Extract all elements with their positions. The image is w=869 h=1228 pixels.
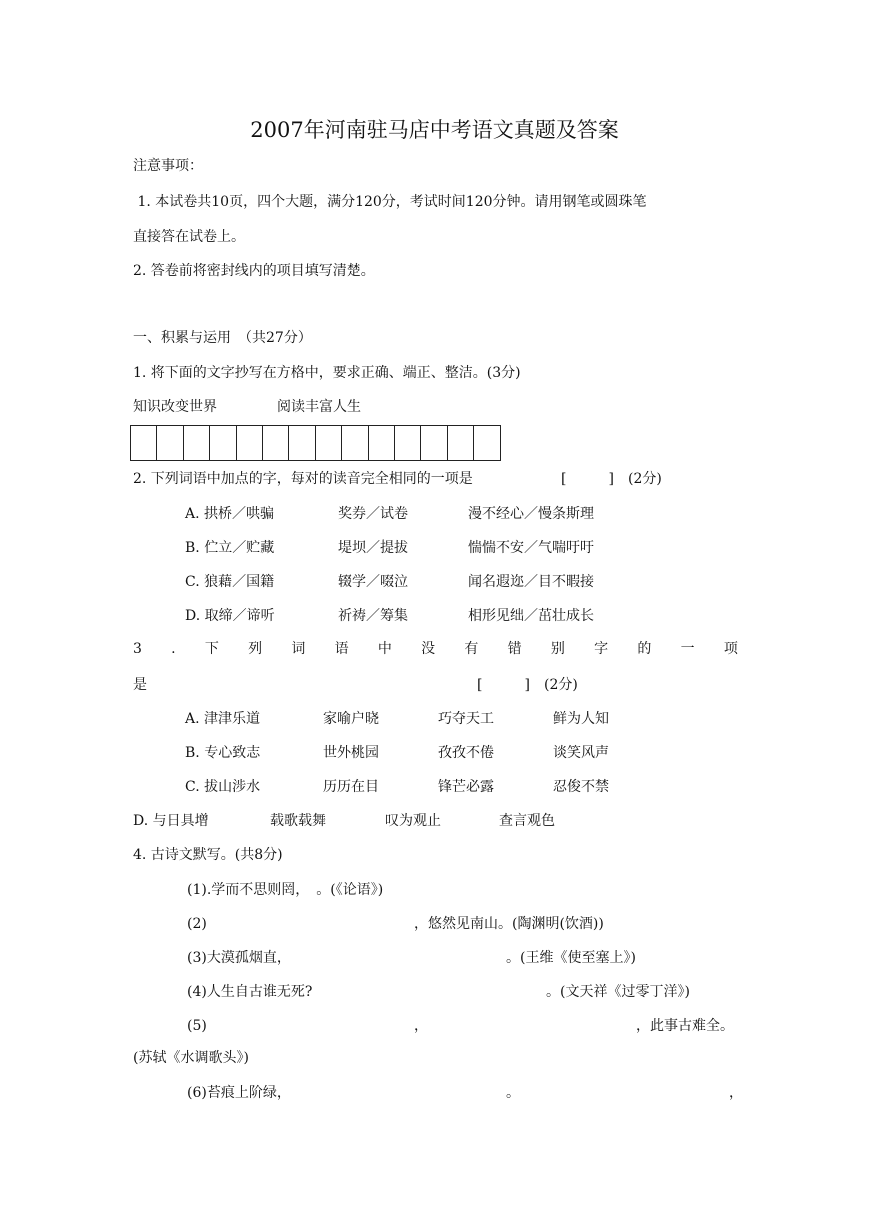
q2-option-b-2: 堤坝／提拔 <box>338 540 408 556</box>
q3-option-a-3: 巧夺天工 <box>438 711 494 727</box>
section-1-heading: 一、积累与运用 （共27分） <box>133 330 312 346</box>
q3-option-c-2: 历历在目 <box>323 779 379 795</box>
q4-item-6-comma: ， <box>729 1085 743 1101</box>
q3-option-d-2: 载歌载舞 <box>270 813 326 829</box>
grid-cell[interactable] <box>316 426 342 460</box>
question-3-answer-bracket[interactable]: [ ] <box>477 677 530 693</box>
q4-item-3-text: (3)大漠孤烟直， <box>187 950 291 966</box>
question-2-score: (2分) <box>628 471 662 487</box>
q2-option-a-2: 奖券／试卷 <box>338 506 408 522</box>
q2-option-c-3: 闻名遐迩／目不暇接 <box>468 574 594 590</box>
document-title: 2007年河南驻马店中考语文真题及答案 <box>250 118 619 142</box>
q4-item-5-number: (5) <box>187 1018 207 1034</box>
writing-grid[interactable] <box>130 425 501 461</box>
grid-cell[interactable] <box>237 426 263 460</box>
grid-cell[interactable] <box>210 426 236 460</box>
q2-option-a-3: 漫不经心／慢条斯理 <box>468 506 594 522</box>
question-2-answer-bracket[interactable]: [ ] <box>561 471 614 487</box>
notes-heading: 注意事项： <box>133 158 203 174</box>
q3-char: 字 <box>594 641 609 657</box>
q4-item-5-comma: ， <box>414 1018 428 1034</box>
q4-item-2-number: (2) <box>187 916 207 932</box>
grid-cell[interactable] <box>395 426 421 460</box>
grid-cell[interactable] <box>342 426 368 460</box>
note-1-line-1: 1. 本试卷共10页，四个大题，满分120分，考试时间120分钟。请用钢笔或圆珠笔 <box>133 194 647 210</box>
q3-char: 没 <box>421 641 436 657</box>
q3-option-d-3: 叹为观止 <box>385 813 441 829</box>
question-4: 4. 古诗文默写。(共8分) <box>133 847 283 863</box>
q4-item-4-source: 。(文天祥《过零丁洋》) <box>546 984 690 1000</box>
question-3-line-2: 是 <box>133 677 147 693</box>
q3-char: 3 <box>133 641 142 657</box>
grid-cell[interactable] <box>289 426 315 460</box>
grid-cell[interactable] <box>474 426 500 460</box>
q4-item-5-source: (苏轼《水调歌头》) <box>133 1050 249 1066</box>
q3-char: 项 <box>723 641 738 657</box>
q3-option-c-4: 忍俊不禁 <box>553 779 609 795</box>
q3-option-b-3: 孜孜不倦 <box>438 745 494 761</box>
question-3-score: (2分) <box>544 677 578 693</box>
q3-char: 下 <box>204 641 219 657</box>
q3-char: 别 <box>550 641 565 657</box>
question-3-line-1 <box>133 640 738 658</box>
grid-cell[interactable] <box>448 426 474 460</box>
q2-option-c-2: 辍学／啜泣 <box>338 574 408 590</box>
q3-char: 错 <box>507 641 522 657</box>
q4-item-6-period: 。 <box>506 1085 520 1101</box>
grid-cell[interactable] <box>421 426 447 460</box>
q3-char: 列 <box>248 641 263 657</box>
q4-item-1: (1).学而不思则罔， 。(《论语》) <box>187 882 384 898</box>
q3-char: 有 <box>464 641 479 657</box>
q3-option-b-1: B. 专心致志 <box>185 745 261 761</box>
q3-option-c-1: C. 拔山涉水 <box>185 779 261 795</box>
note-1-line-2: 直接答在试卷上。 <box>133 229 245 245</box>
q3-char: 一 <box>680 641 695 657</box>
grid-cell[interactable] <box>263 426 289 460</box>
copy-text-a: 知识改变世界 <box>133 399 217 415</box>
q3-option-b-2: 世外桃园 <box>323 745 379 761</box>
question-2: 2. 下列词语中加点的字，每对的读音完全相同的一项是 <box>133 471 473 487</box>
q4-item-5-text: ，此事古难全。 <box>636 1018 734 1034</box>
q4-item-2-text: ，悠然见南山。(陶渊明(饮酒)) <box>414 916 604 932</box>
q3-char: 中 <box>377 641 392 657</box>
grid-cell[interactable] <box>157 426 183 460</box>
q2-option-c-1: C. 狼藉／国籍 <box>185 574 275 590</box>
q3-option-a-4: 鲜为人知 <box>553 711 609 727</box>
q3-char: 词 <box>291 641 306 657</box>
q2-option-d-3: 相形见绌／茁壮成长 <box>468 608 594 624</box>
q4-item-3-source: 。(王维《使至塞上》) <box>506 950 636 966</box>
q2-option-b-1: B. 伫立／贮藏 <box>185 540 275 556</box>
q3-char: 语 <box>334 641 349 657</box>
q3-option-a-2: 家喻户晓 <box>323 711 379 727</box>
q2-option-d-1: D. 取缔／谛听 <box>185 608 275 624</box>
q2-option-d-2: 祈祷／筹集 <box>338 608 408 624</box>
grid-cell[interactable] <box>369 426 395 460</box>
q3-option-c-3: 锋芒必露 <box>438 779 494 795</box>
grid-cell[interactable] <box>131 426 157 460</box>
grid-cell[interactable] <box>184 426 210 460</box>
question-1: 1. 将下面的文字抄写在方格中，要求正确、端正、整洁。(3分) <box>133 365 521 381</box>
q3-option-d-1: D. 与日具增 <box>133 813 209 829</box>
q3-option-d-4: 查言观色 <box>499 813 555 829</box>
copy-text-b: 阅读丰富人生 <box>277 399 361 415</box>
q4-item-6-text: (6)苔痕上阶绿， <box>187 1085 291 1101</box>
q2-option-b-3: 惴惴不安／气喘吁吁 <box>468 540 594 556</box>
q3-char: 的 <box>637 641 652 657</box>
q3-option-b-4: 谈笑风声 <box>553 745 609 761</box>
q3-char: . <box>171 641 176 657</box>
q4-item-4-text: (4)人生自古谁无死? <box>187 984 313 1000</box>
q3-option-a-1: A. 津津乐道 <box>185 711 261 727</box>
q2-option-a-1: A. 拱桥／哄骗 <box>185 506 275 522</box>
note-2: 2. 答卷前将密封线内的项目填写清楚。 <box>133 263 375 279</box>
